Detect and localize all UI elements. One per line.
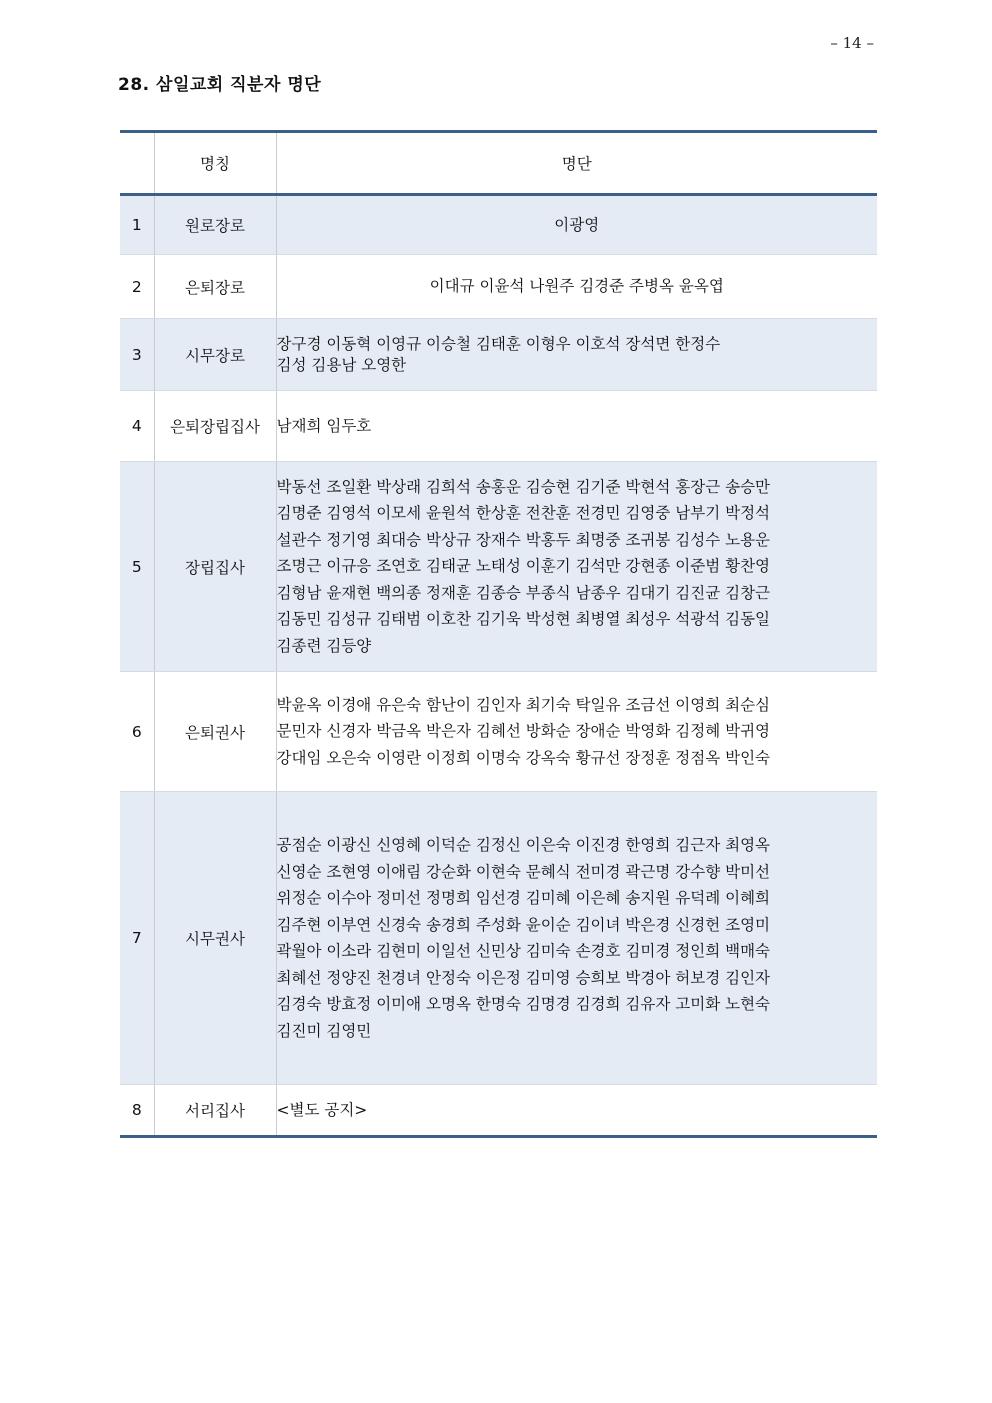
row-names bbox=[276, 462, 877, 672]
name-line: 장구경 이동혁 이영규 이승철 김태훈 이형우 이호석 장석면 한정수 bbox=[276, 334, 721, 353]
name-line: 공점순 이광신 신영혜 이덕순 김정신 이은숙 이진경 한영희 김근자 최영옥 bbox=[276, 836, 771, 854]
row-number: 4 bbox=[120, 391, 154, 462]
row-title: 은퇴장립집사 bbox=[154, 391, 276, 462]
header-number bbox=[120, 132, 154, 195]
name-line: 이광영 bbox=[554, 215, 600, 234]
row-title: 원로장로 bbox=[154, 195, 276, 255]
header-names: 명단 bbox=[276, 132, 877, 195]
name-line: 최혜선 정양진 천경녀 안정숙 이은정 김미영 승희보 박경아 허보경 김인자 bbox=[276, 968, 771, 987]
row-names bbox=[276, 195, 877, 255]
row-number: 2 bbox=[120, 255, 154, 319]
name-line: 곽월아 이소라 김현미 이일선 신민상 김미숙 손경호 김미경 정인희 백매숙 bbox=[276, 942, 771, 960]
table-header-row bbox=[120, 132, 877, 195]
row-number: 8 bbox=[120, 1085, 154, 1137]
name-line: 김동민 김성규 김태범 이호찬 김기욱 박성현 최병열 최성우 석광석 김동일 bbox=[276, 610, 771, 629]
table-row bbox=[120, 195, 877, 255]
row-names bbox=[276, 792, 877, 1085]
name-line: 신영순 조현영 이애림 강순화 이현숙 문혜식 전미경 곽근명 강수향 박미선 bbox=[276, 862, 771, 881]
row-names bbox=[276, 672, 877, 792]
name-line: 이대규 이윤석 나원주 김경준 주병옥 윤옥엽 bbox=[429, 277, 724, 296]
name-line: 김명준 김영석 이모세 윤원석 한상훈 전찬훈 전경민 김영중 남부기 박정석 bbox=[276, 504, 771, 523]
row-title: 서리집사 bbox=[154, 1085, 276, 1137]
row-title: 시무장로 bbox=[154, 319, 276, 391]
row-names bbox=[276, 391, 877, 462]
name-line: 문민자 신경자 박금옥 박은자 김혜선 방화순 장애순 박영화 김정혜 박귀영 bbox=[276, 722, 771, 741]
table-row bbox=[120, 1085, 877, 1137]
row-names bbox=[276, 255, 877, 319]
row-names bbox=[276, 319, 877, 391]
row-number: 6 bbox=[120, 672, 154, 792]
name-line: 남재희 임두호 bbox=[276, 416, 372, 435]
row-title: 은퇴권사 bbox=[154, 672, 276, 792]
name-line: 강대임 오은숙 이영란 이정희 이명숙 강옥숙 황규선 장정훈 정점옥 박인숙 bbox=[276, 748, 771, 767]
row-number: 5 bbox=[120, 462, 154, 672]
table-row bbox=[120, 672, 877, 792]
name-line: 설관수 정기영 최대승 박상규 장재수 박홍두 최명중 조귀봉 김성수 노용운 bbox=[276, 530, 771, 549]
name-line: 김경숙 방효정 이미애 오명옥 한명숙 김명경 김경희 김유자 고미화 노현숙 bbox=[276, 995, 771, 1013]
table-row bbox=[120, 319, 877, 391]
row-number: 1 bbox=[120, 195, 154, 255]
row-title: 시무권사 bbox=[154, 792, 276, 1085]
row-title: 은퇴장로 bbox=[154, 255, 276, 319]
name-line: 조명근 이규응 조연호 김태균 노태성 이훈기 김석만 강현종 이준범 황찬영 bbox=[276, 557, 771, 576]
row-number: 7 bbox=[120, 792, 154, 1085]
header-title: 명칭 bbox=[154, 132, 276, 195]
name-line: <별도 공지> bbox=[276, 1100, 368, 1119]
name-line: 김진미 김영민 bbox=[276, 1021, 372, 1040]
row-number: 3 bbox=[120, 319, 154, 391]
name-line: 박윤옥 이경애 유은숙 함난이 김인자 최기숙 탁일유 조금선 이영희 최순심 bbox=[276, 695, 771, 714]
table-row bbox=[120, 792, 877, 1085]
officer-roster-table bbox=[120, 130, 877, 1138]
name-line: 김형남 윤재현 백의종 정재훈 김종승 부종식 남종우 김대기 김진균 김창근 bbox=[276, 583, 771, 602]
table-row bbox=[120, 391, 877, 462]
name-line: 위정순 이수아 정미선 정명희 임선경 김미혜 이은혜 송지원 유덕례 이혜희 bbox=[276, 889, 771, 907]
name-line: 김성 김용남 오영한 bbox=[276, 355, 407, 374]
row-names bbox=[276, 1085, 877, 1137]
name-line: 김종련 김등양 bbox=[276, 636, 372, 655]
section-title: 28. 삼일교회 직분자 명단 bbox=[118, 75, 322, 95]
page-number: – 14 – bbox=[830, 34, 874, 52]
name-line: 김주현 이부연 신경숙 송경희 주성화 윤이순 김이녀 박은경 신경헌 조영미 bbox=[276, 915, 771, 934]
table-row bbox=[120, 462, 877, 672]
table-row bbox=[120, 255, 877, 319]
name-line: 박동선 조일환 박상래 김희석 송홍운 김승현 김기준 박현석 홍장근 송승만 bbox=[276, 477, 771, 496]
row-title: 장립집사 bbox=[154, 462, 276, 672]
